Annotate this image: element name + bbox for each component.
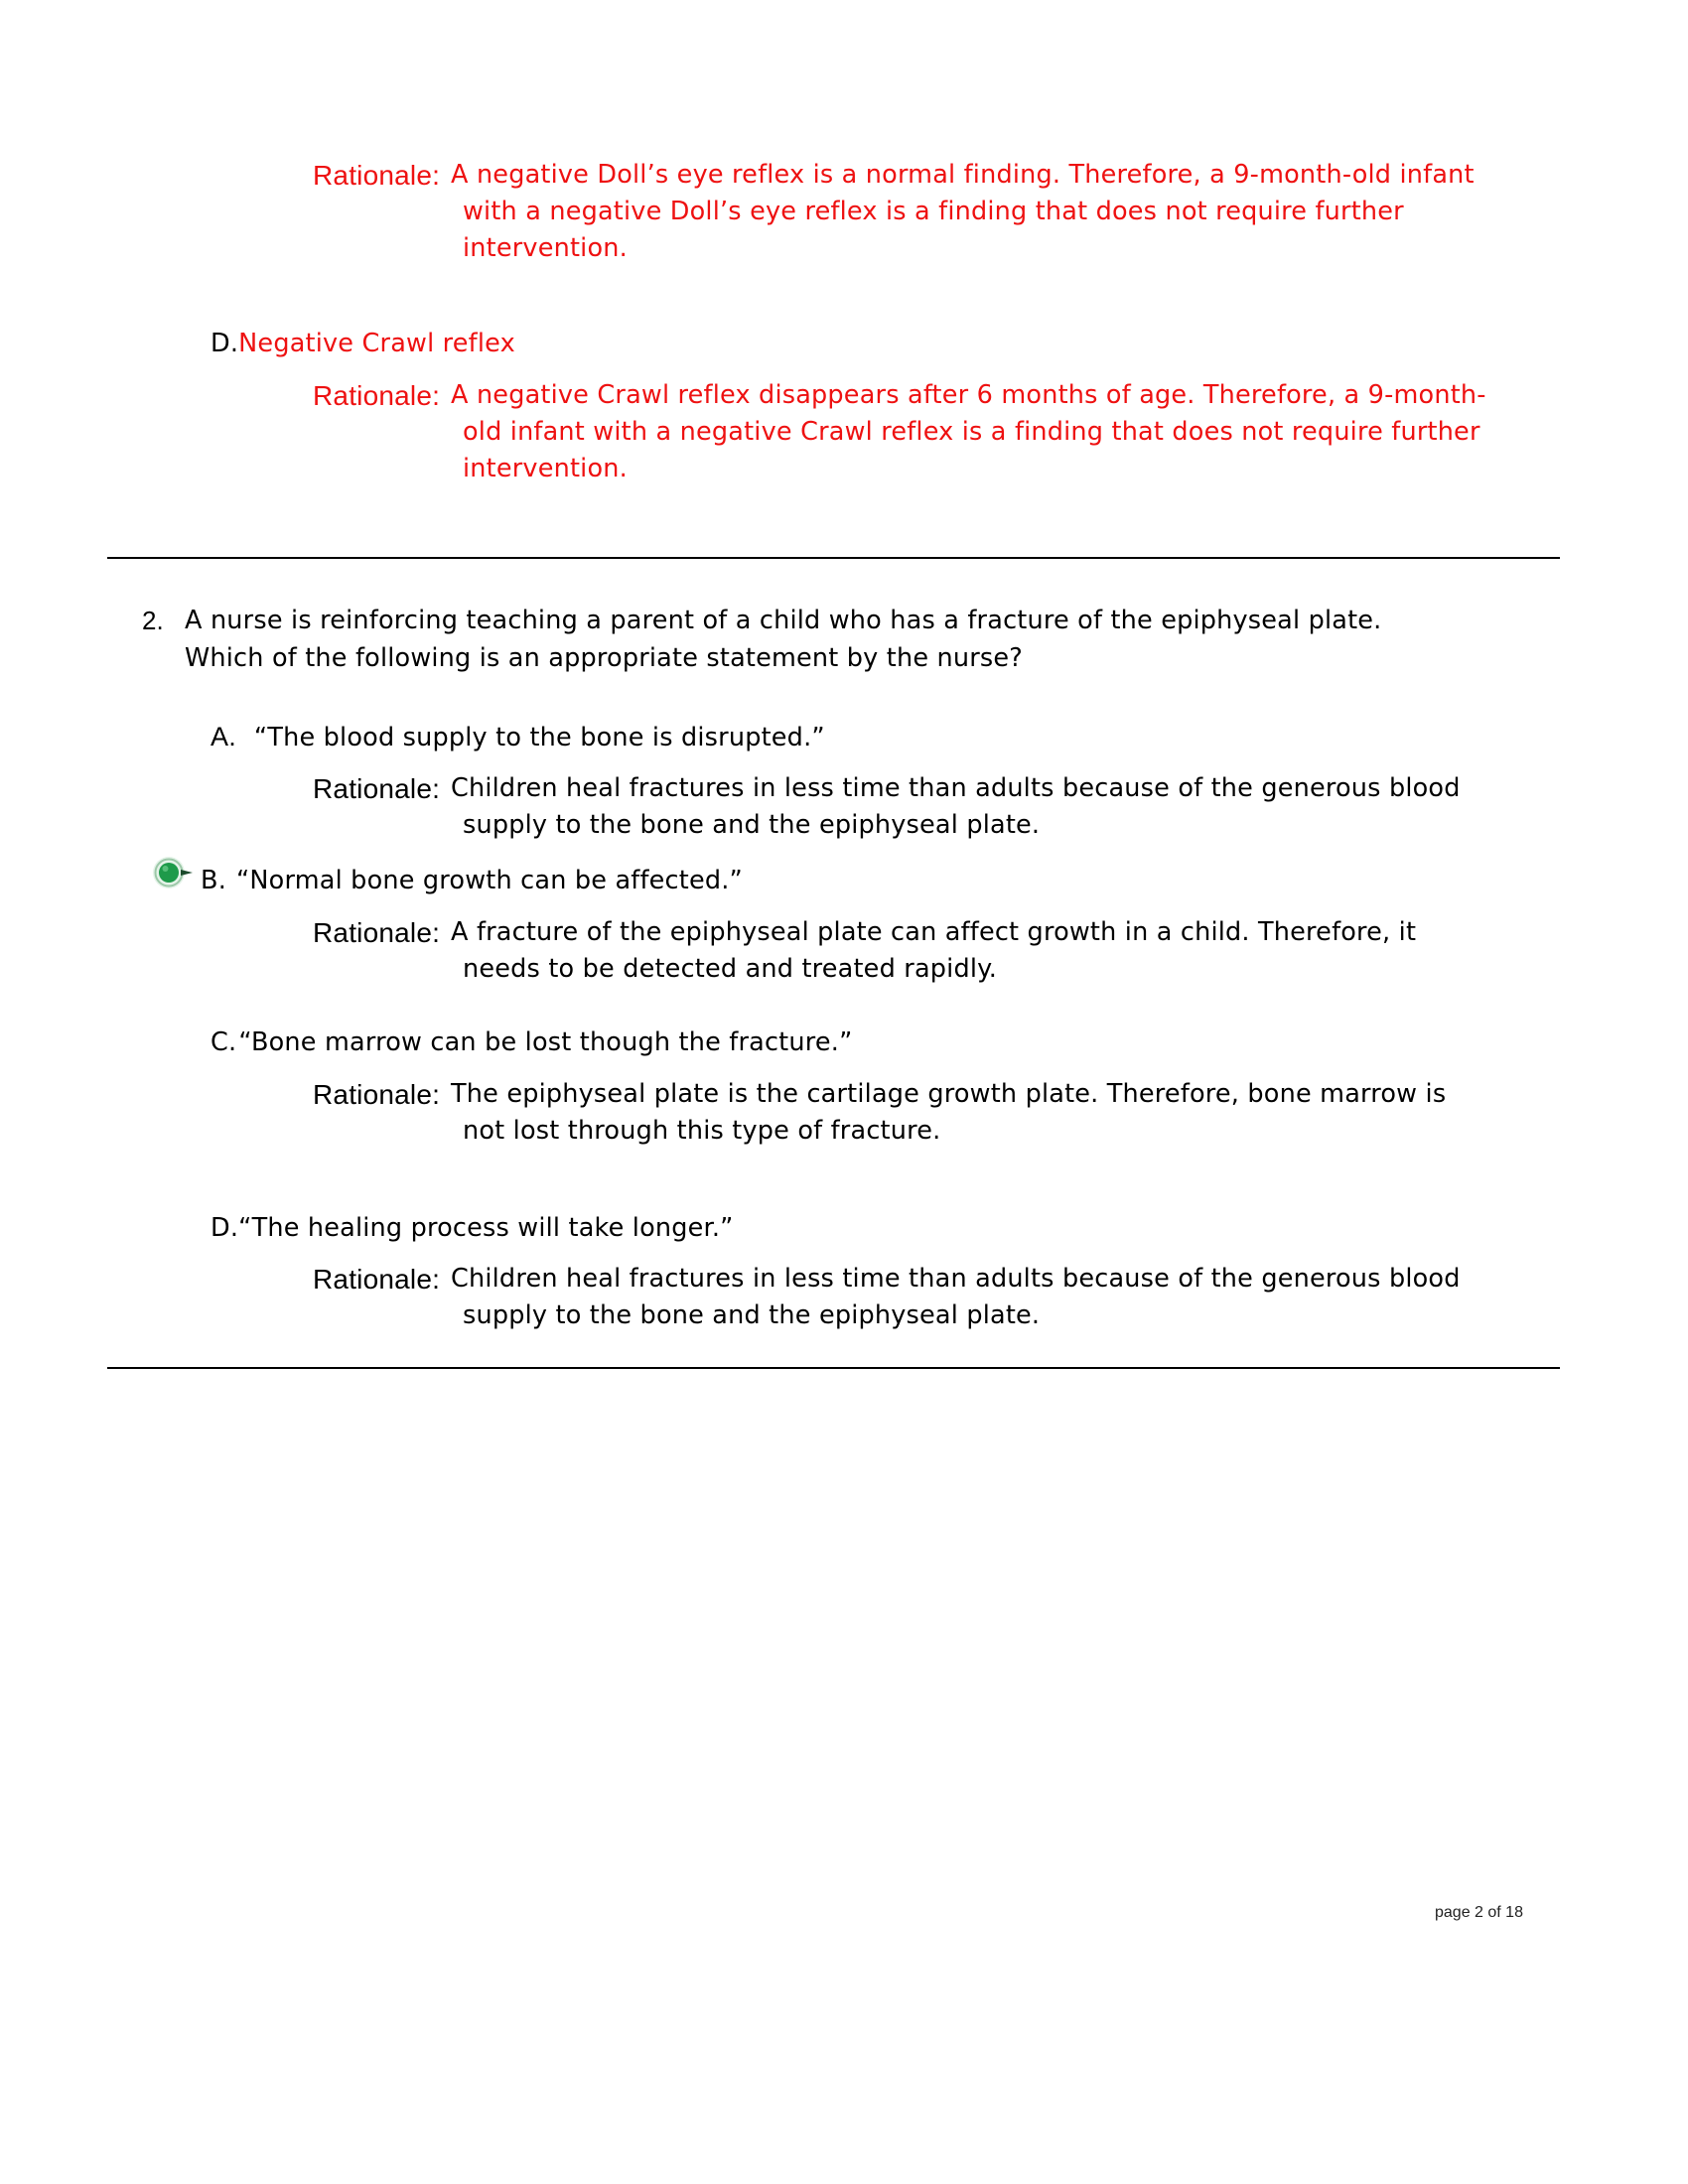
option-text: “The blood supply to the bone is disrupted.” [253,723,825,752]
rationale-label: Rationale: [313,773,441,804]
option-letter: D. [211,1213,239,1243]
rationale-label: Rationale: [313,1079,441,1110]
option-letter: C. [211,1027,237,1057]
rationale-label: Rationale: [313,917,441,948]
rationale-label: Rationale: [313,380,441,411]
option-text: “Normal bone growth can be affected.” [236,866,743,895]
option-text: “Bone marrow can be lost though the fracture.” [238,1027,853,1057]
rationale-text: A negative Doll’s eye reflex is a normal finding. Therefore, a 9-month-old infant with a negative Doll’s eye reflex is a finding that does not require further intervention. [451,160,1475,263]
divider [107,557,1560,559]
option-d [211,1210,734,1247]
option-b [201,863,743,899]
option-text: “The healing process will take longer.” [238,1213,734,1243]
divider [107,1367,1560,1369]
prev-option-d [211,326,515,362]
page-number: page 2 of 18 [1435,1904,1523,1921]
option-letter: A. [211,722,236,751]
option-text: Negative Crawl reflex [238,329,515,358]
rationale-text: The epiphyseal plate is the cartilage growth plate. Therefore, bone marrow is not lost through this type of fracture. [451,1079,1447,1146]
selected-answer-icon [152,856,196,889]
rationale-label: Rationale: [313,1264,441,1295]
rationale-text: Children heal fractures in less time than adults because of the generous blood supply to the bone and the epiphyseal plate. [451,773,1461,840]
rationale-text: A negative Crawl reflex disappears after 6 months of age. Therefore, a 9-month-old infant with a negative Crawl reflex is a finding that does not require further intervention. [451,380,1486,483]
question-number: 2. [142,606,164,635]
option-c [211,1024,852,1061]
option-a [211,719,825,756]
rationale-text: A fracture of the epiphyseal plate can affect growth in a child. Therefore, it needs to be detected and treated rapidly. [451,917,1417,984]
rationale-text: Children heal fractures in less time than adults because of the generous blood supply to the bone and the epiphyseal plate. [451,1264,1461,1330]
rationale-label: Rationale: [313,160,441,191]
option-letter: D. [211,329,239,358]
question-stem: A nurse is reinforcing teaching a parent of a child who has a fracture of the epiphyseal plate. Which of the following is an appropriate statement by the nurse? [185,606,1382,673]
option-letter: B. [201,866,226,895]
